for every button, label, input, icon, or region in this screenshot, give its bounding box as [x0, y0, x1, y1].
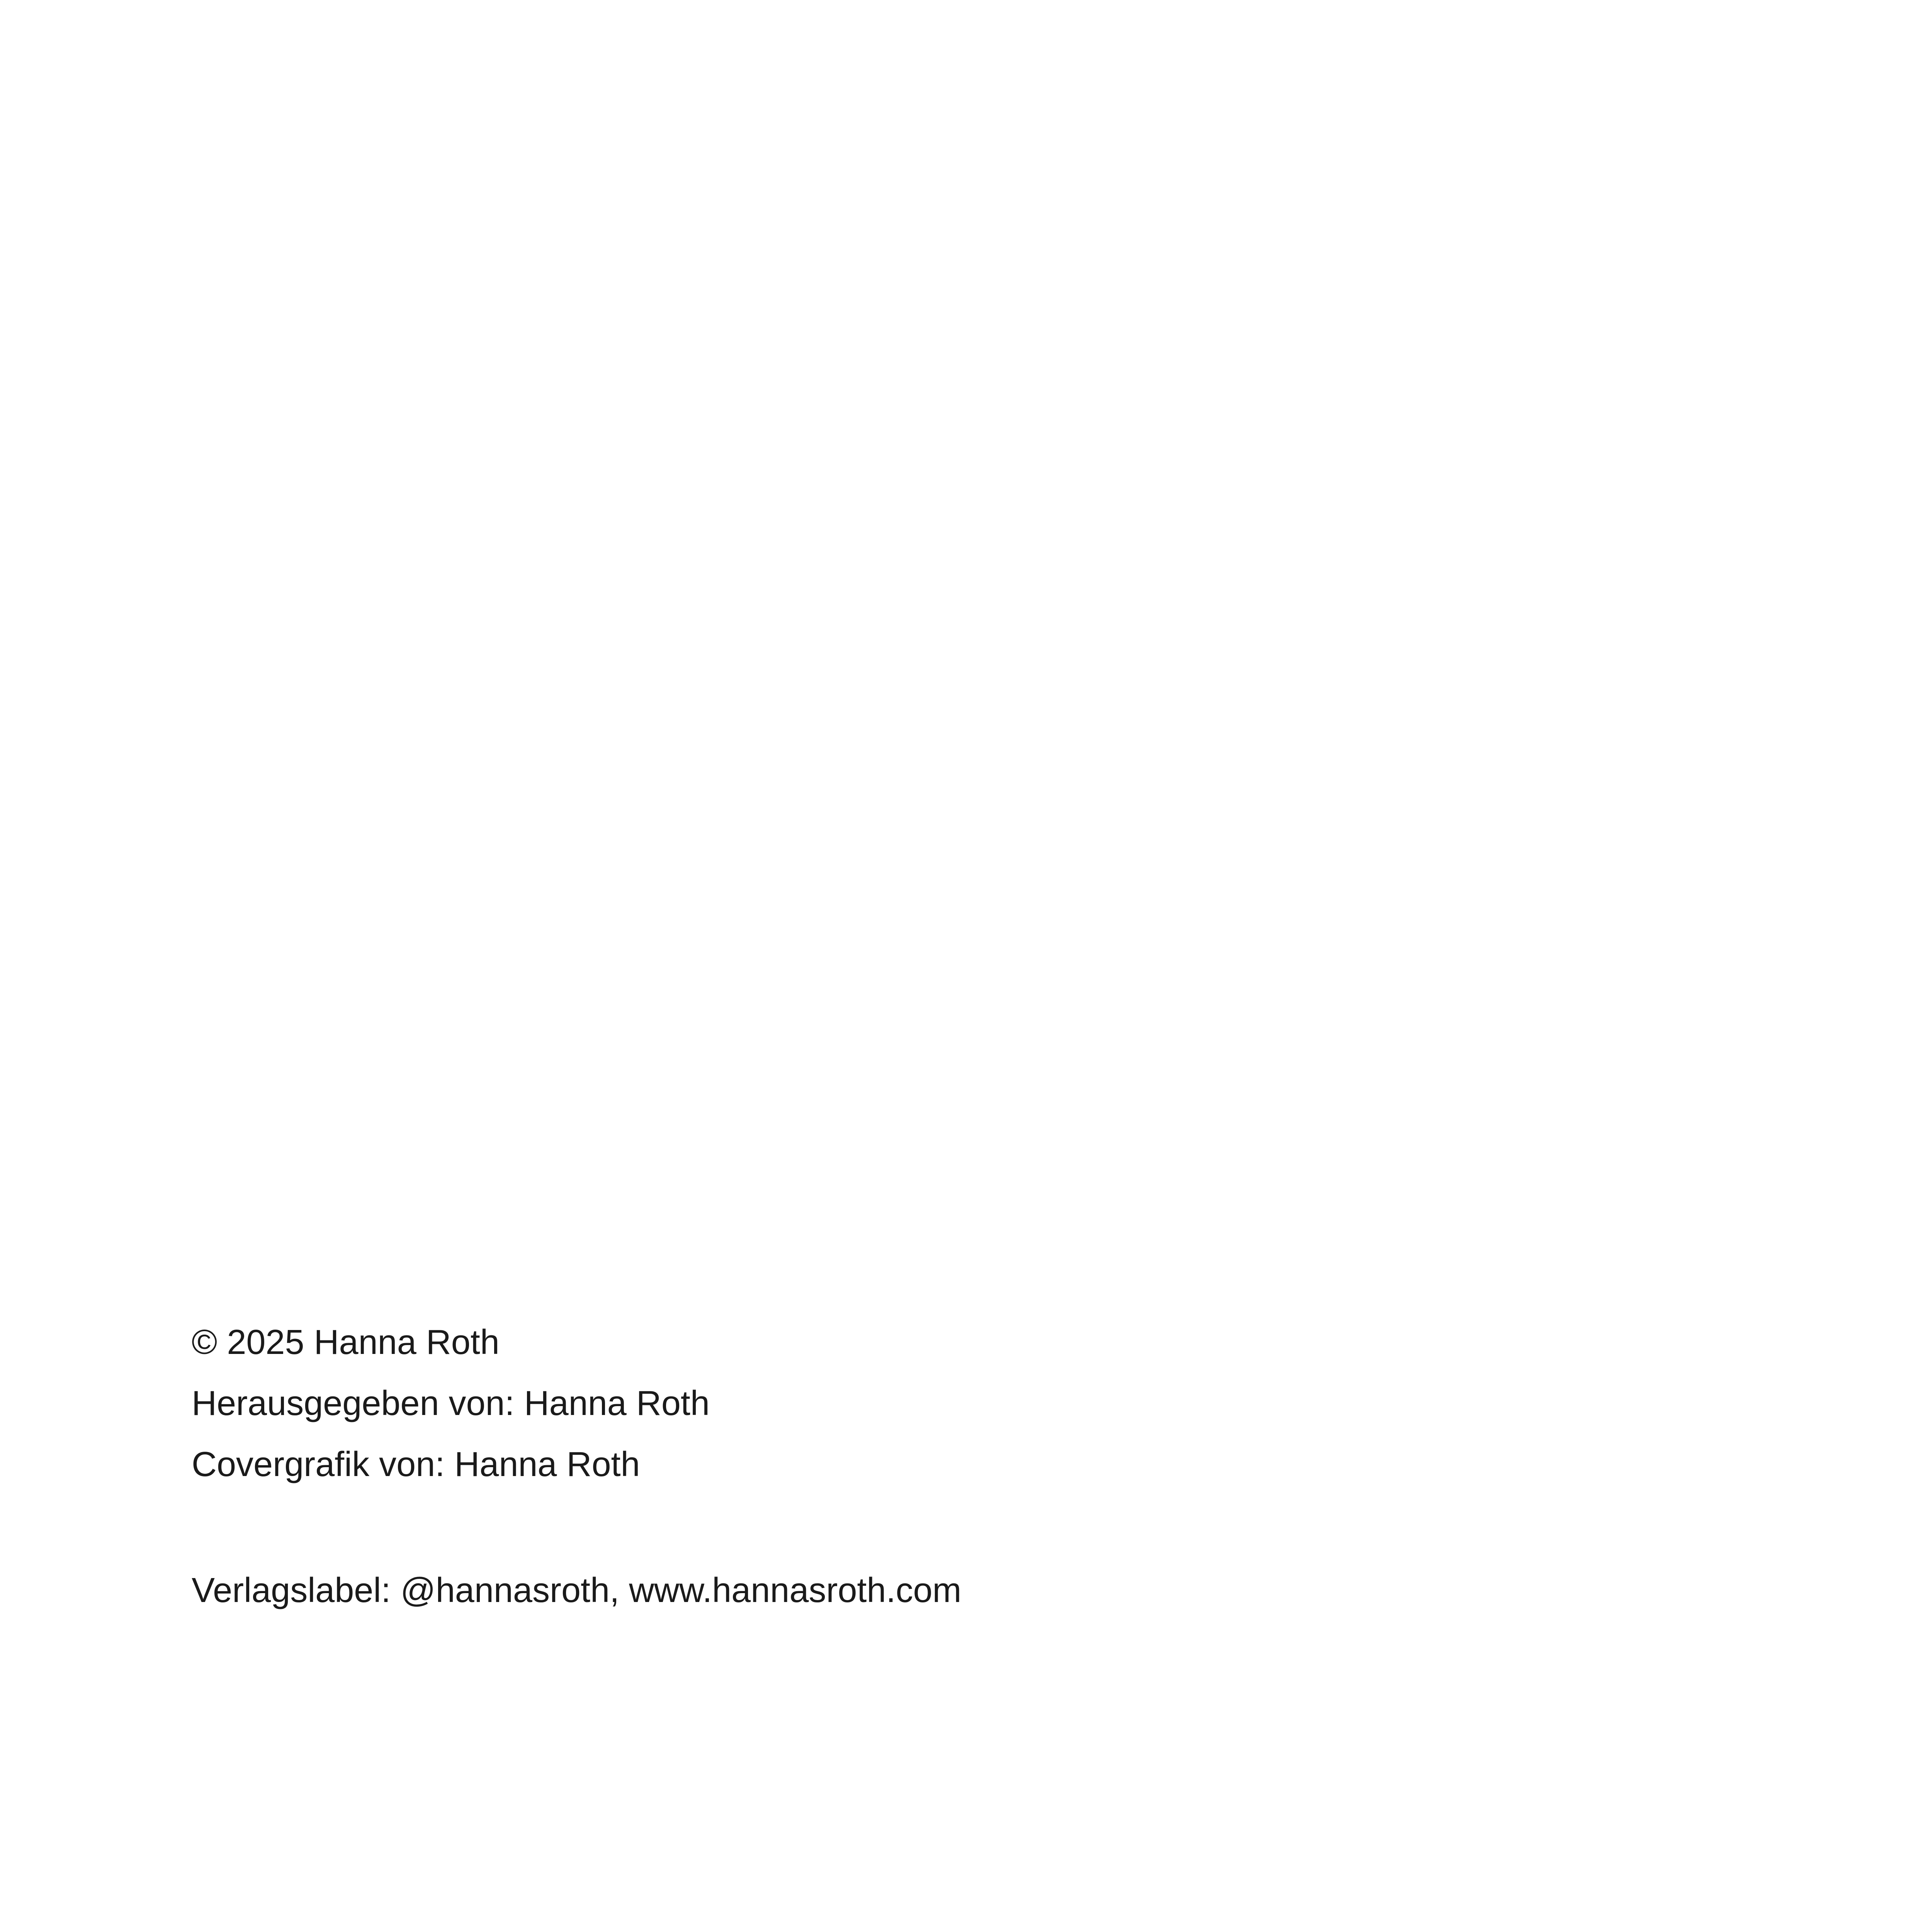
- publisher-label-line: Verlagslabel: @hannasroth, www.hannasroth.com: [192, 1571, 962, 1610]
- credits-block: [192, 1312, 1737, 1495]
- publisher-label-block: [192, 1560, 1737, 1621]
- publisher-line: Herausgegeben von: Hanna Roth: [192, 1384, 710, 1423]
- cover-credit-line: Covergrafik von: Hanna Roth: [192, 1445, 640, 1484]
- copyright-line: © 2025 Hanna Roth: [192, 1323, 500, 1362]
